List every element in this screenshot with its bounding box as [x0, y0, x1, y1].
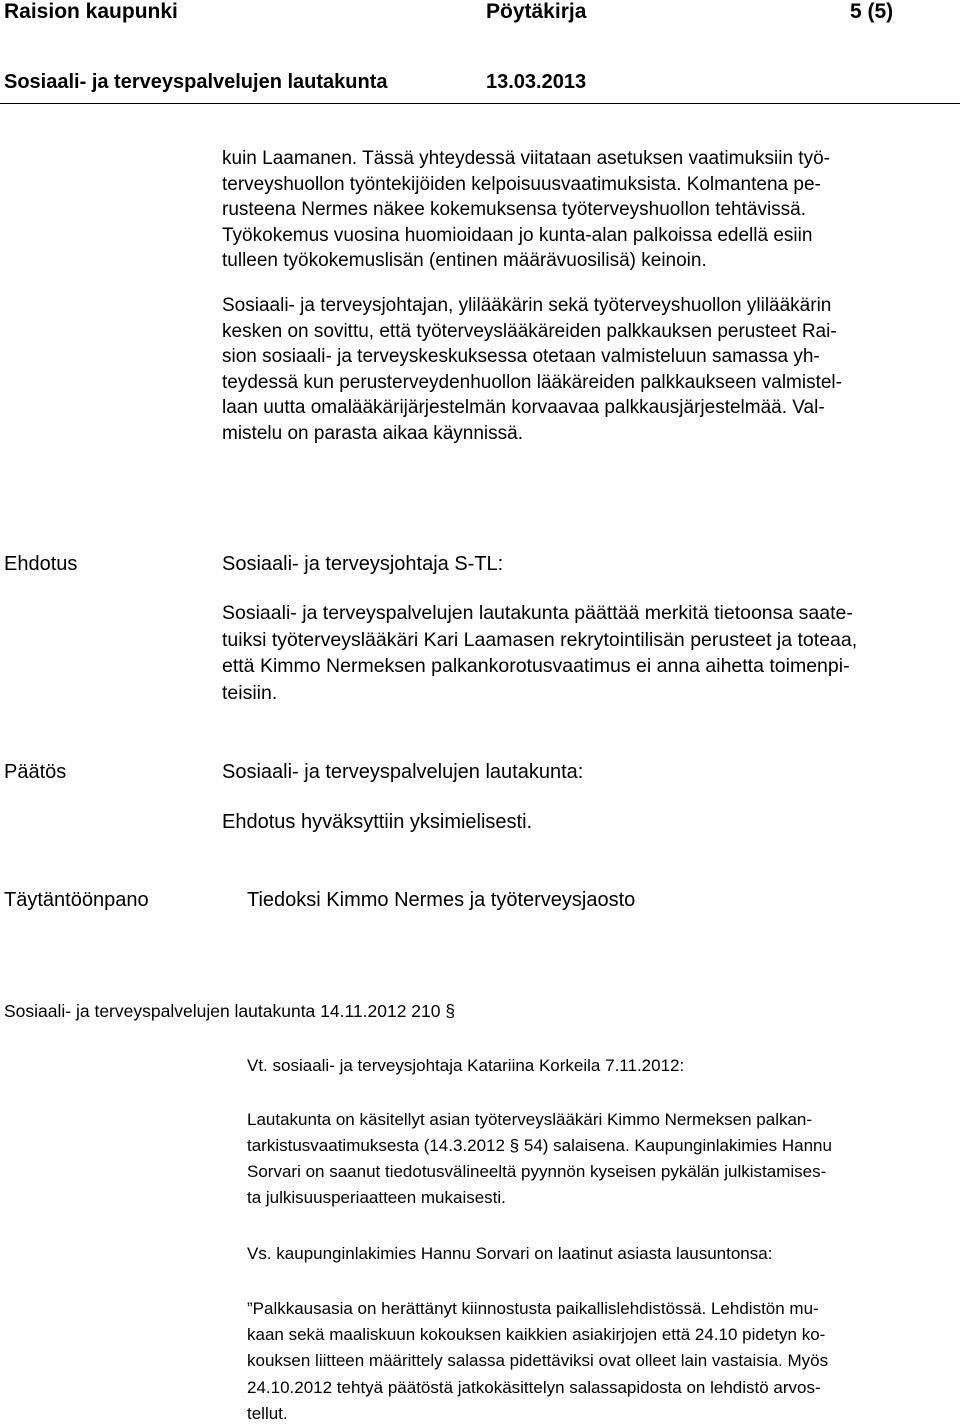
text-line: ”Palkkausasia on herättänyt kiinnostusta paikallislehdistössä. Lehdistön mu- — [247, 1299, 819, 1318]
text-line: Lautakunta on käsitellyt asian työterveyslääkäri Kimmo Nermeksen palkan- — [247, 1110, 813, 1129]
text-line: kuin Laamanen. Tässä yhteydessä viitataan asetuksen vaatimuksiin työ- — [222, 148, 830, 169]
previous-meeting-paragraph — [247, 1107, 832, 1211]
statement-intro: Vs. kaupunginlakimies Hannu Sorvari on laatinut asiasta lausuntonsa: — [247, 1244, 773, 1263]
text-line: mistelu on parasta aikaa käynnissä. — [222, 422, 523, 444]
text-line: Sosiaali- ja terveyspalvelujen lautakunta päättää merkitä tietoonsa saate- — [222, 602, 853, 624]
text-line: ta julkisuusperiaatteen mukaisesti. — [247, 1188, 506, 1207]
second-paragraph — [222, 293, 842, 447]
text-line: terveyshuollon työntekijöiden kelpoisuusvaatimuksista. Kolmantena pe- — [222, 173, 821, 195]
text-line: teisiin. — [222, 681, 278, 704]
text-line: Sosiaali- ja terveysjohtajan, ylilääkärin sekä työterveyshuollon ylilääkärin — [222, 295, 832, 316]
ehdotus-proposer: Sosiaali- ja terveysjohtaja S-TL: — [222, 553, 504, 575]
text-line: laan uutta omalääkärijärjestelmän korvaavaa palkkausjärjestelmää. Val- — [222, 397, 825, 419]
text-line: Työkokemus vuosina huomioidaan jo kunta-alan palkoissa edellä esiin — [222, 224, 813, 246]
text-line: tulleen työkokemuslisän (entinen määrävuosilisä) keinoin. — [222, 250, 707, 272]
previous-meeting-heading: Sosiaali- ja terveyspalvelujen lautakunta 14.11.2012 210 § — [4, 1001, 456, 1021]
paatos-label: Päätös — [4, 761, 67, 783]
text-line: kesken on sovittu, että työterveyslääkäreiden palkkauksen perusteet Rai- — [222, 320, 837, 342]
text-line: tuiksi työterveyslääkäri Kari Laamasen rekrytointilisän perusteet ja toteaa, — [222, 628, 858, 651]
text-line: tellut. — [247, 1403, 288, 1423]
text-line: rusteena Nermes näkee kokemuksensa työterveyshuollon tehtävissä. — [222, 199, 807, 221]
intro-paragraph — [222, 146, 830, 274]
text-line: 24.10.2012 tehtyä päätöstä jatkokäsittelyn salassapidosta on lehdistö arvos- — [247, 1377, 821, 1397]
text-line: teydessä kun perusterveydenhuollon lääkäreiden palkkaukseen valmistel- — [222, 371, 842, 393]
text-line: kaan sekä maaliskuun kokouksen kaikkien asiakirjojen että 24.10 pidetyn ko- — [247, 1325, 826, 1345]
text-line: Sorvari on saanut tiedotusvälineeltä pyynnön kyseisen pykälän julkistamises- — [247, 1162, 827, 1181]
document-type: Pöytäkirja — [486, 0, 587, 23]
taytantoonpano-label: Täytäntöönpano — [4, 889, 149, 911]
text-line: tarkistusvaatimuksesta (14.3.2012 § 54) salaisena. Kaupunginlakimies Hannu — [247, 1136, 832, 1155]
committee-name: Sosiaali- ja terveyspalvelujen lautakunta — [4, 71, 388, 93]
paatos-body: Sosiaali- ja terveyspalvelujen lautakunta: — [222, 761, 584, 783]
statement-quote — [247, 1296, 828, 1427]
header-divider — [0, 103, 960, 104]
previous-meeting-presenter: Vt. sosiaali- ja terveysjohtaja Katariina Korkeila 7.11.2012: — [247, 1056, 685, 1075]
text-line: että Kimmo Nermeksen palkankorotusvaatimus ei anna aihetta toimenpi- — [222, 655, 850, 677]
taytantoonpano-text: Tiedoksi Kimmo Nermes ja työterveysjaosto — [247, 889, 636, 911]
paatos-decision: Ehdotus hyväksyttiin yksimielisesti. — [222, 811, 533, 833]
ehdotus-label: Ehdotus — [4, 553, 78, 575]
meeting-date: 13.03.2013 — [486, 71, 587, 93]
ehdotus-text — [222, 600, 857, 706]
page-number: 5 (5) — [850, 0, 894, 23]
text-line: kouksen liitteen määrittely salassa pidettäviksi ovat olleet lain vastaisia. Myös — [247, 1351, 829, 1371]
text-line: sion sosiaali- ja terveyskeskuksessa otetaan valmisteluun samassa yh- — [222, 346, 820, 368]
organization-name: Raision kaupunki — [4, 0, 178, 23]
